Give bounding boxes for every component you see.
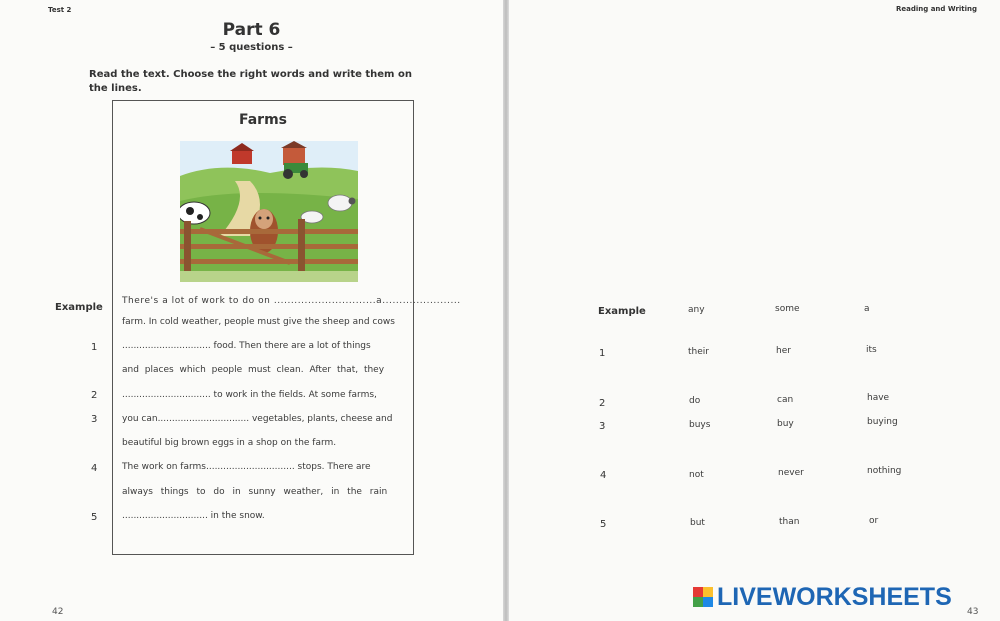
- option-2-c: have: [867, 393, 890, 403]
- liveworksheets-logo[interactable]: [693, 583, 952, 611]
- answer-row-3-label: 3: [599, 421, 606, 432]
- option-1-c: its: [866, 345, 877, 355]
- question-2-label: 2: [91, 390, 98, 401]
- option-3-b: buy: [777, 419, 794, 429]
- text-line-5: ............................... to work in the fields. At some farms,: [122, 390, 377, 400]
- right-page: [509, 0, 1000, 621]
- instructions: Read the text. Choose the right words and write them on the lines.: [89, 69, 412, 94]
- question-3-label: 3: [91, 414, 98, 425]
- question-5-label: 5: [91, 512, 98, 523]
- test-header: Test 2: [48, 6, 72, 14]
- question-4-label: 4: [91, 463, 98, 474]
- logo-text: LIVEWORKSHEETS: [717, 582, 952, 611]
- option-5-a: but: [690, 518, 705, 528]
- option-3-c: buying: [867, 417, 898, 427]
- text-line-4: and places which people must clean. After that, they: [122, 365, 385, 375]
- part-title: Part 6: [222, 20, 281, 40]
- answer-row-1-label: 1: [599, 348, 606, 359]
- option-example-a: any: [688, 305, 705, 315]
- logo-mark-icon: [693, 587, 713, 607]
- text-line-3: ............................... food. Then there are a lot of things: [122, 341, 371, 351]
- text-line-7: beautiful big brown eggs in a shop on the farm.: [122, 438, 337, 448]
- option-4-c: nothing: [867, 466, 902, 476]
- option-5-b: than: [779, 517, 800, 527]
- part-subtitle: – 5 questions –: [210, 42, 293, 53]
- option-1-b: her: [776, 346, 791, 356]
- farm-illustration: [180, 141, 358, 282]
- option-example-b: some: [775, 304, 800, 314]
- page-number-right: 43: [967, 607, 979, 617]
- text-line-6: you can................................ vegetables, plants, cheese and: [122, 414, 393, 424]
- answer-row-4-label: 4: [600, 470, 607, 481]
- example-label: Example: [55, 302, 103, 313]
- answer-row-2-label: 2: [599, 398, 606, 409]
- text-line-2: farm. In cold weather, people must give the sheep and cows: [122, 317, 395, 327]
- option-example-c: a: [864, 304, 870, 314]
- option-1-a: their: [688, 347, 709, 357]
- option-4-b: never: [778, 468, 804, 478]
- reading-writing-header: Reading and Writing: [896, 5, 978, 13]
- question-1-label: 1: [91, 342, 98, 353]
- option-5-c: or: [869, 516, 879, 526]
- text-line-9: always things to do in sunny weather, in the rain: [122, 487, 388, 497]
- option-2-b: can: [777, 395, 794, 405]
- box-title: Farms: [238, 112, 287, 128]
- text-line-1: There's a lot of work to do on ..............................a.......................: [122, 296, 461, 306]
- answer-row-5-label: 5: [600, 519, 607, 530]
- text-line-8: The work on farms............................... stops. There are: [122, 462, 371, 472]
- answer-row-example-label: Example: [598, 306, 646, 317]
- page-number-left: 42: [52, 607, 64, 617]
- option-4-a: not: [689, 470, 704, 480]
- option-2-a: do: [689, 396, 701, 406]
- text-line-10: .............................. in the snow.: [122, 511, 265, 521]
- option-3-a: buys: [689, 420, 711, 430]
